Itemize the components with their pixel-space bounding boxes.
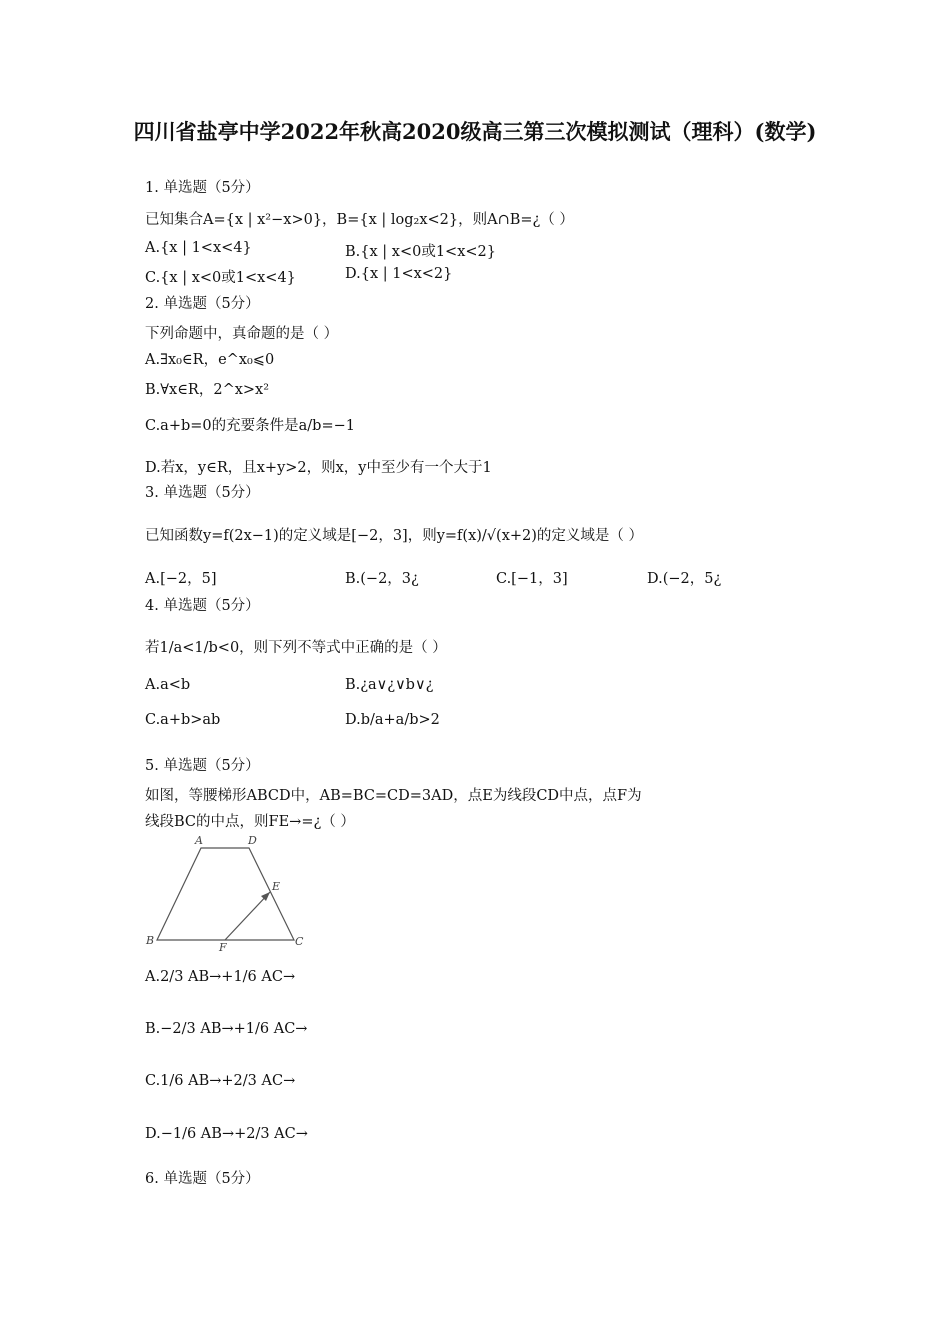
document-title: 四川省盐亭中学2022年秋高2020级高三第三次模拟测试（理科）(数学) bbox=[133, 119, 817, 144]
label-e: E bbox=[272, 880, 281, 893]
question-5-option-d: D.−1/6 AB→+2/3 AC→ bbox=[145, 1126, 308, 1142]
question-5-header: 5. 单选题（5分） bbox=[145, 758, 260, 774]
question-2-option-a: A.∃x₀∈R，e^x₀⩽0 bbox=[145, 352, 275, 368]
label-c: C bbox=[295, 935, 304, 948]
label-f: F bbox=[219, 941, 227, 954]
question-2-option-c: C.a+b=0的充要条件是a/b=−1 bbox=[145, 418, 355, 434]
question-1-option-d: D.{x | 1<x<2} bbox=[345, 266, 453, 282]
trapezoid-figure bbox=[140, 832, 315, 954]
label-d: D bbox=[248, 834, 257, 847]
question-1-header: 1. 单选题（5分） bbox=[145, 180, 260, 196]
question-5-option-a: A.2/3 AB→+1/6 AC→ bbox=[145, 969, 296, 985]
question-3-option-b: B.(−2，3¿ bbox=[345, 571, 419, 587]
question-2-option-d: D.若x，y∈R，且x+y>2，则x，y中至少有一个大于1 bbox=[145, 460, 492, 476]
question-4-option-a: A.a<b bbox=[145, 677, 191, 693]
question-2-stem: 下列命题中，真命题的是（ ） bbox=[145, 326, 339, 342]
question-1-option-c: C.{x | x<0或1<x<4} bbox=[145, 270, 296, 286]
question-4-option-b: B.¿a∨¿∨b∨¿ bbox=[345, 677, 434, 693]
question-5-stem-line2: 线段BC的中点，则FE→=¿（ ） bbox=[145, 814, 355, 830]
question-5-option-c: C.1/6 AB→+2/3 AC→ bbox=[145, 1073, 296, 1089]
question-4-option-d: D.b/a+a/b>2 bbox=[345, 712, 440, 728]
question-1-option-b: B.{x | x<0或1<x<2} bbox=[345, 244, 496, 260]
question-3-stem: 已知函数y=f(2x−1)的定义域是[−2，3]，则y=f(x)/√(x+2)的定义域是（ ） bbox=[145, 528, 644, 544]
question-4-option-c: C.a+b>ab bbox=[145, 712, 221, 728]
question-5-stem-line1: 如图，等腰梯形ABCD中，AB=BC=CD=3AD，点E为线段CD中点，点F为 bbox=[145, 788, 642, 804]
question-1-option-a: A.{x | 1<x<4} bbox=[145, 240, 252, 256]
question-3-header: 3. 单选题（5分） bbox=[145, 485, 260, 501]
question-2-option-b: B.∀x∈R，2^x>x² bbox=[145, 382, 270, 398]
question-3-option-c: C.[−1，3] bbox=[496, 571, 568, 587]
label-a: A bbox=[195, 834, 203, 847]
vector-fe bbox=[225, 892, 270, 940]
question-3-option-a: A.[−2，5] bbox=[145, 571, 217, 587]
label-b: B bbox=[146, 934, 155, 947]
trapezoid-abcd bbox=[157, 848, 294, 940]
question-1-stem: 已知集合A={x | x²−x>0}，B={x | log₂x<2}，则A∩B=¿（ ） bbox=[145, 212, 574, 228]
question-6-header: 6. 单选题（5分） bbox=[145, 1171, 260, 1187]
question-4-stem: 若1/a<1/b<0，则下列不等式中正确的是（ ） bbox=[145, 640, 447, 656]
question-5-option-b: B.−2/3 AB→+1/6 AC→ bbox=[145, 1021, 308, 1037]
question-4-header: 4. 单选题（5分） bbox=[145, 598, 260, 614]
question-3-option-d: D.(−2，5¿ bbox=[647, 571, 722, 587]
question-2-header: 2. 单选题（5分） bbox=[145, 296, 260, 312]
